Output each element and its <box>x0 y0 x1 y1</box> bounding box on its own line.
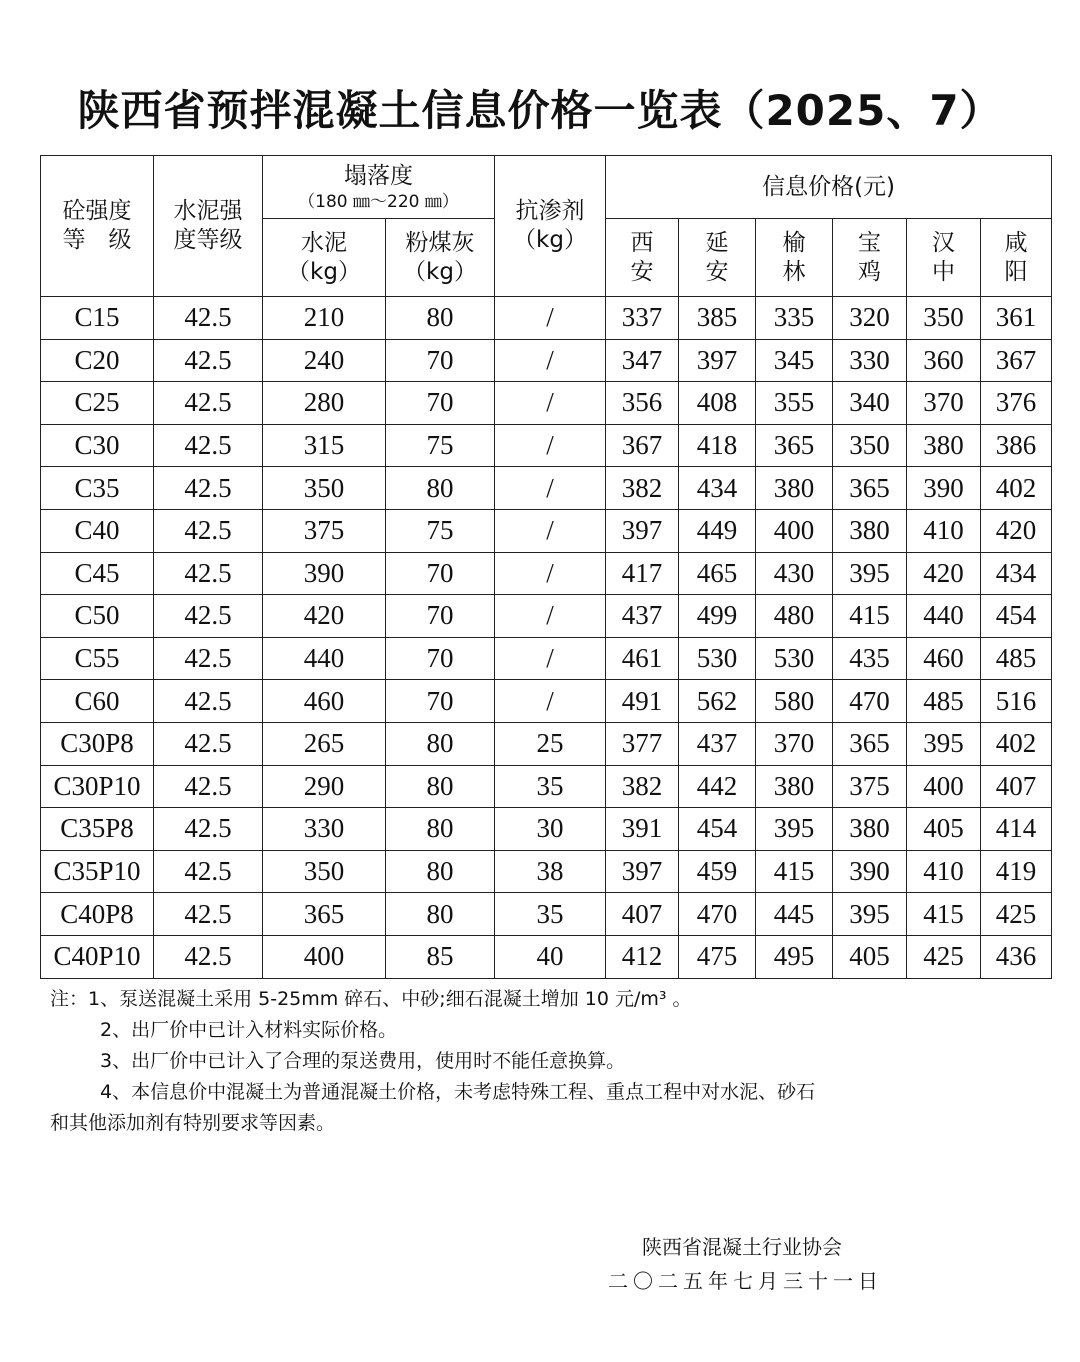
table-cell: / <box>495 509 606 552</box>
table-cell: 407 <box>606 893 679 936</box>
table-cell: 407 <box>981 765 1052 808</box>
header-cement-grade-line1: 水泥强 <box>173 198 243 224</box>
header-city-line1: 西 <box>630 229 654 256</box>
table-cell: 390 <box>263 552 386 595</box>
table-cell: 361 <box>981 297 1052 340</box>
table-cell: 408 <box>679 382 756 425</box>
table-cell: 410 <box>907 850 981 893</box>
table-cell: 405 <box>907 808 981 851</box>
table-cell: C40 <box>41 509 154 552</box>
header-city-line2: 阳 <box>1004 258 1028 285</box>
table-cell: / <box>495 467 606 510</box>
table-cell: 418 <box>679 424 756 467</box>
table-cell: 376 <box>981 382 1052 425</box>
table-cell: 419 <box>981 850 1052 893</box>
table-cell: 355 <box>756 382 833 425</box>
table-cell: 402 <box>981 722 1052 765</box>
table-cell: 42.5 <box>154 808 263 851</box>
header-slump <box>263 156 495 219</box>
table-row <box>41 680 1052 723</box>
table-row <box>41 935 1052 978</box>
table-cell: 400 <box>756 509 833 552</box>
table-cell: 436 <box>981 935 1052 978</box>
table-cell: 530 <box>679 637 756 680</box>
table-cell: 470 <box>833 680 907 723</box>
table-cell: 370 <box>756 722 833 765</box>
table-cell: 395 <box>907 722 981 765</box>
header-city-line2: 鸡 <box>858 258 882 285</box>
table-cell: 530 <box>756 637 833 680</box>
table-cell: 499 <box>679 595 756 638</box>
signature-organization: 陕西省混凝土行业协会 <box>642 1235 842 1259</box>
header-slump-range: （180 ㎜～220 ㎜） <box>298 191 459 212</box>
table-cell: 380 <box>756 765 833 808</box>
table-cell: / <box>495 424 606 467</box>
table-cell: 382 <box>606 467 679 510</box>
table-cell: 70 <box>386 680 495 723</box>
table-cell: 415 <box>833 595 907 638</box>
table-cell: 470 <box>679 893 756 936</box>
table-cell: 400 <box>263 935 386 978</box>
table-cell: 440 <box>263 637 386 680</box>
price-table <box>40 155 1052 979</box>
table-cell: 437 <box>606 595 679 638</box>
table-cell: C35 <box>41 467 154 510</box>
table-cell: 25 <box>495 722 606 765</box>
table-cell: 375 <box>263 509 386 552</box>
table-cell: 210 <box>263 297 386 340</box>
header-grade-line2: 等 级 <box>62 227 132 253</box>
table-cell: 485 <box>981 637 1052 680</box>
table-cell: 42.5 <box>154 765 263 808</box>
note-line: 注：1、泵送混凝土采用 5-25mm 碎石、中砂;细石混凝土增加 10 元/m³ 。 <box>50 988 692 1010</box>
table-cell: C55 <box>41 637 154 680</box>
table-cell: C45 <box>41 552 154 595</box>
table-cell: 434 <box>981 552 1052 595</box>
table-cell: 375 <box>833 765 907 808</box>
table-cell: 70 <box>386 595 495 638</box>
table-cell: 460 <box>907 637 981 680</box>
table-cell: 42.5 <box>154 850 263 893</box>
header-cement-line2: （kg） <box>287 258 361 285</box>
table-cell: 347 <box>606 339 679 382</box>
table-row <box>41 595 1052 638</box>
table-cell: 335 <box>756 297 833 340</box>
table-cell: 430 <box>756 552 833 595</box>
table-cell: 395 <box>756 808 833 851</box>
header-flyash-line2: （kg） <box>403 258 477 285</box>
table-cell: 480 <box>756 595 833 638</box>
table-cell: C30P8 <box>41 722 154 765</box>
table-cell: 330 <box>833 339 907 382</box>
table-cell: 80 <box>386 467 495 510</box>
table-row <box>41 297 1052 340</box>
table-cell: 280 <box>263 382 386 425</box>
table-cell: 440 <box>907 595 981 638</box>
header-slump-label: 塌落度 <box>344 162 413 189</box>
header-city <box>833 219 907 297</box>
table-cell: 35 <box>495 893 606 936</box>
table-cell: 80 <box>386 722 495 765</box>
table-cell: 70 <box>386 382 495 425</box>
table-row <box>41 382 1052 425</box>
table-cell: 30 <box>495 808 606 851</box>
table-cell: 80 <box>386 893 495 936</box>
table-cell: C15 <box>41 297 154 340</box>
table-cell: 367 <box>606 424 679 467</box>
table-cell: 365 <box>263 893 386 936</box>
table-cell: 320 <box>833 297 907 340</box>
table-cell: 395 <box>833 552 907 595</box>
table-cell: 461 <box>606 637 679 680</box>
table-cell: 380 <box>833 808 907 851</box>
table-cell: 42.5 <box>154 595 263 638</box>
table-row <box>41 893 1052 936</box>
table-cell: 410 <box>907 509 981 552</box>
table-cell: / <box>495 552 606 595</box>
table-cell: C50 <box>41 595 154 638</box>
table-cell: 80 <box>386 765 495 808</box>
table-cell: 412 <box>606 935 679 978</box>
header-city-line1: 咸 <box>1004 229 1028 256</box>
table-row <box>41 765 1052 808</box>
table-cell: 454 <box>679 808 756 851</box>
table-cell: / <box>495 339 606 382</box>
table-header <box>41 156 1052 297</box>
header-grade <box>41 156 154 297</box>
table-cell: 397 <box>679 339 756 382</box>
table-cell: C30 <box>41 424 154 467</box>
header-city-line1: 宝 <box>858 229 882 256</box>
header-antiseep <box>495 156 606 297</box>
table-cell: 380 <box>907 424 981 467</box>
header-cement-line1: 水泥 <box>301 229 347 256</box>
header-price: 信息价格(元) <box>606 156 1052 219</box>
table-cell: 42.5 <box>154 509 263 552</box>
note-line: 3、出厂价中已计入了合理的泵送费用，使用时不能任意换算。 <box>100 1050 626 1072</box>
table-cell: 345 <box>756 339 833 382</box>
header-city-line2: 安 <box>630 258 654 285</box>
header-flyash <box>386 219 495 297</box>
table-cell: 491 <box>606 680 679 723</box>
header-city-line2: 林 <box>782 258 806 285</box>
header-city <box>679 219 756 297</box>
table-cell: 42.5 <box>154 467 263 510</box>
table-cell: 80 <box>386 297 495 340</box>
table-cell: 420 <box>263 595 386 638</box>
note-line: 2、出厂价中已计入材料实际价格。 <box>100 1019 398 1041</box>
table-cell: 390 <box>907 467 981 510</box>
table-cell: 397 <box>606 850 679 893</box>
table-cell: C30P10 <box>41 765 154 808</box>
table-row <box>41 424 1052 467</box>
table-cell: 315 <box>263 424 386 467</box>
table-cell: 449 <box>679 509 756 552</box>
table-cell: 330 <box>263 808 386 851</box>
table-cell: 377 <box>606 722 679 765</box>
table-cell: 460 <box>263 680 386 723</box>
table-cell: 35 <box>495 765 606 808</box>
table-cell: 385 <box>679 297 756 340</box>
header-city <box>907 219 981 297</box>
table-cell: 495 <box>756 935 833 978</box>
note-line: 和其他添加剂有特别要求等因素。 <box>50 1112 336 1134</box>
table-cell: C20 <box>41 339 154 382</box>
table-cell: 415 <box>907 893 981 936</box>
table-cell: 390 <box>833 850 907 893</box>
table-cell: 420 <box>907 552 981 595</box>
signature-date: 二〇二五年七月三十一日 <box>608 1269 883 1293</box>
table-cell: 42.5 <box>154 935 263 978</box>
table-cell: 400 <box>907 765 981 808</box>
table-row <box>41 808 1052 851</box>
table-cell: 42.5 <box>154 893 263 936</box>
table-cell: 350 <box>907 297 981 340</box>
table-cell: 42.5 <box>154 552 263 595</box>
note-line: 4、本信息价中混凝土为普通混凝土价格，未考虑特殊工程、重点工程中对水泥、砂石 <box>100 1081 816 1103</box>
table-cell: 42.5 <box>154 424 263 467</box>
header-city-line1: 榆 <box>782 229 806 256</box>
table-cell: 415 <box>756 850 833 893</box>
header-cement-grade-line2: 度等级 <box>173 227 243 253</box>
header-grade-line1: 砼强度 <box>62 198 132 224</box>
table-cell: 350 <box>263 467 386 510</box>
table-cell: 356 <box>606 382 679 425</box>
table-cell: 75 <box>386 509 495 552</box>
table-cell: 42.5 <box>154 297 263 340</box>
table-cell: C35P8 <box>41 808 154 851</box>
table-cell: 70 <box>386 339 495 382</box>
table-cell: 70 <box>386 552 495 595</box>
table-cell: 402 <box>981 467 1052 510</box>
table-cell: 365 <box>833 467 907 510</box>
table-cell: 290 <box>263 765 386 808</box>
table-cell: 370 <box>907 382 981 425</box>
table-cell: 459 <box>679 850 756 893</box>
table-cell: 417 <box>606 552 679 595</box>
table-cell: 360 <box>907 339 981 382</box>
table-cell: 397 <box>606 509 679 552</box>
table-cell: 240 <box>263 339 386 382</box>
header-city <box>606 219 679 297</box>
table-cell: 445 <box>756 893 833 936</box>
table-cell: 42.5 <box>154 722 263 765</box>
table-cell: 85 <box>386 935 495 978</box>
table-cell: 437 <box>679 722 756 765</box>
table-cell: 265 <box>263 722 386 765</box>
table-cell: C60 <box>41 680 154 723</box>
table-cell: 475 <box>679 935 756 978</box>
table-cell: 380 <box>833 509 907 552</box>
table-cell: 340 <box>833 382 907 425</box>
table-cell: 80 <box>386 850 495 893</box>
table-cell: 38 <box>495 850 606 893</box>
table-cell: / <box>495 595 606 638</box>
table-cell: 42.5 <box>154 382 263 425</box>
header-city-line2: 中 <box>932 258 956 285</box>
table-body <box>41 297 1052 979</box>
table-cell: 516 <box>981 680 1052 723</box>
table-row <box>41 637 1052 680</box>
table-cell: 465 <box>679 552 756 595</box>
document-title: 陕西省预拌混凝土信息价格一览表（2025、7） <box>77 86 1003 135</box>
table-cell: / <box>495 637 606 680</box>
table-row <box>41 552 1052 595</box>
table-row <box>41 722 1052 765</box>
table-cell: 414 <box>981 808 1052 851</box>
table-cell: 425 <box>907 935 981 978</box>
table-cell: 367 <box>981 339 1052 382</box>
table-cell: / <box>495 382 606 425</box>
notes <box>50 984 1040 1139</box>
table-cell: 485 <box>907 680 981 723</box>
table-cell: C35P10 <box>41 850 154 893</box>
table-cell: 405 <box>833 935 907 978</box>
table-cell: 42.5 <box>154 339 263 382</box>
header-antiseep-line1: 抗渗剂 <box>515 198 585 224</box>
header-antiseep-line2: （kg） <box>513 227 587 253</box>
table-row <box>41 467 1052 510</box>
table-cell: 40 <box>495 935 606 978</box>
table-cell: 75 <box>386 424 495 467</box>
table-row <box>41 509 1052 552</box>
header-city <box>981 219 1052 297</box>
table-cell: 350 <box>263 850 386 893</box>
header-city-line1: 延 <box>705 229 729 256</box>
table-cell: 382 <box>606 765 679 808</box>
table-cell: 380 <box>756 467 833 510</box>
header-city-line1: 汉 <box>932 229 956 256</box>
table-cell: 70 <box>386 637 495 680</box>
header-city-line2: 安 <box>705 258 729 285</box>
header-flyash-line1: 粉煤灰 <box>405 229 475 256</box>
table-cell: 435 <box>833 637 907 680</box>
table-cell: 442 <box>679 765 756 808</box>
header-city <box>756 219 833 297</box>
table-cell: 434 <box>679 467 756 510</box>
table-cell: 454 <box>981 595 1052 638</box>
table-row <box>41 339 1052 382</box>
table-cell: 80 <box>386 808 495 851</box>
table-cell: 391 <box>606 808 679 851</box>
table-cell: C40P10 <box>41 935 154 978</box>
table-cell: 386 <box>981 424 1052 467</box>
table-cell: 562 <box>679 680 756 723</box>
table-cell: 350 <box>833 424 907 467</box>
table-cell: 425 <box>981 893 1052 936</box>
table-cell: 420 <box>981 509 1052 552</box>
table-cell: C40P8 <box>41 893 154 936</box>
table-cell: / <box>495 680 606 723</box>
table-cell: / <box>495 297 606 340</box>
table-cell: 395 <box>833 893 907 936</box>
table-cell: 42.5 <box>154 637 263 680</box>
table-cell: 42.5 <box>154 680 263 723</box>
header-cement <box>263 219 386 297</box>
table-cell: 365 <box>756 424 833 467</box>
table-cell: 580 <box>756 680 833 723</box>
table-row <box>41 850 1052 893</box>
table-cell: 337 <box>606 297 679 340</box>
table-cell: 365 <box>833 722 907 765</box>
table-cell: C25 <box>41 382 154 425</box>
header-cement-grade <box>154 156 263 297</box>
